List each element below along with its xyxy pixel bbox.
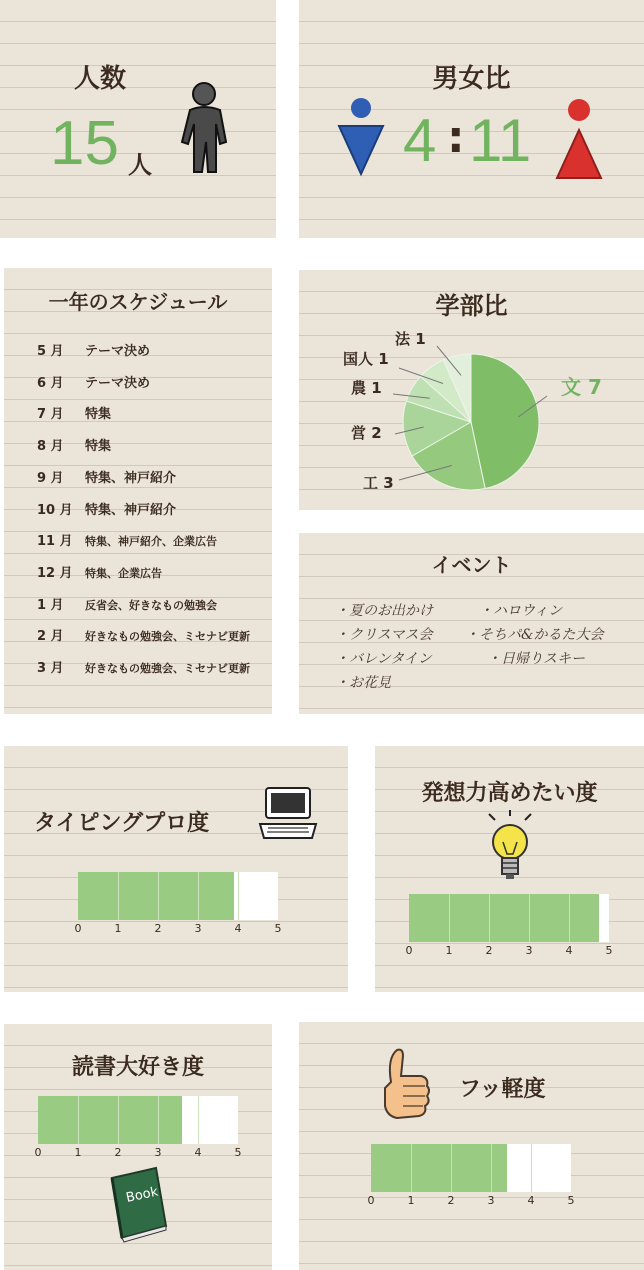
lightbulb-icon	[485, 810, 535, 886]
schedule-text: 特集	[85, 439, 112, 455]
tick-label: 3	[194, 922, 202, 935]
schedule-text: 好きなもの勉強会、ミセナビ更新	[85, 662, 250, 675]
schedule-row	[37, 625, 250, 644]
bar-divider	[411, 1144, 412, 1192]
typing-bar	[78, 872, 278, 920]
tick-label: 5	[274, 922, 282, 935]
bar-divider	[449, 894, 450, 942]
tick-label: 4	[565, 944, 573, 957]
pie-label: 農 1	[351, 379, 382, 397]
bar-divider	[569, 894, 570, 942]
schedule-month: 9 月	[37, 470, 64, 486]
laptop-icon	[256, 784, 320, 844]
schedule-text: テーマ決め	[85, 344, 151, 359]
event-item: ・バレンタイン	[335, 651, 432, 667]
reading-title: 読書大好き度	[71, 1055, 204, 1080]
tick-label: 5	[567, 1194, 575, 1207]
idea-ticks	[405, 944, 613, 958]
schedule-card	[4, 268, 272, 714]
tick-label: 2	[154, 922, 162, 935]
events-title: イベント	[431, 553, 512, 577]
schedule-row	[37, 340, 150, 359]
tick-label: 0	[34, 1146, 42, 1159]
gender-female-count: 11	[469, 107, 532, 174]
tick-label: 1	[74, 1146, 82, 1159]
tick-label: 5	[605, 944, 613, 957]
schedule-row	[37, 499, 176, 518]
gender-separator: :	[447, 112, 465, 163]
schedule-month: 1 月	[37, 597, 64, 613]
schedule-text: 好きなもの勉強会、ミセナビ更新	[85, 630, 250, 644]
schedule-month: 12 月	[37, 565, 73, 581]
schedule-text: 特集、神戸紹介	[85, 470, 177, 486]
people-title: 人数	[73, 64, 126, 94]
tick-label: 5	[234, 1146, 242, 1159]
bar-divider	[78, 1096, 79, 1144]
faculty-pie-chart	[299, 270, 644, 510]
event-item: ・日帰りスキー	[487, 651, 585, 667]
schedule-title: 一年のスケジュール	[48, 290, 228, 314]
bar-divider	[198, 872, 199, 920]
tick-label: 3	[525, 944, 533, 957]
schedule-text: 特集、神戸紹介	[85, 502, 177, 518]
schedule-text: 特集	[85, 407, 112, 423]
bar-divider	[529, 894, 530, 942]
schedule-row	[37, 594, 217, 613]
idea-bar	[409, 894, 609, 942]
event-item: ・夏のお出かけ	[335, 603, 433, 619]
schedule-row	[37, 562, 162, 581]
bar-divider	[158, 1096, 159, 1144]
bar-fill	[78, 872, 234, 920]
tick-label: 4	[527, 1194, 535, 1207]
event-item: ・ハロウィン	[479, 603, 563, 619]
light-footed-bar	[371, 1144, 571, 1192]
events-card	[299, 533, 644, 714]
gender-title: 男女比	[432, 64, 511, 94]
bar-divider	[238, 872, 239, 920]
male-icon	[337, 96, 389, 180]
bar-fill	[38, 1096, 182, 1144]
bar-divider	[531, 1144, 532, 1192]
schedule-text: 特集、神戸紹介、企業広告	[85, 535, 217, 549]
event-item: ・クリスマス会	[335, 627, 433, 643]
bar-divider	[489, 894, 490, 942]
schedule-month: 7 月	[37, 407, 64, 423]
schedule-month: 11 月	[37, 534, 73, 550]
bar-divider	[118, 1096, 119, 1144]
reading-card	[4, 1024, 272, 1270]
idea-title: 発想力高めたい度	[421, 781, 598, 806]
tick-label: 2	[447, 1194, 455, 1207]
tick-label: 1	[114, 922, 122, 935]
reading-bar	[38, 1096, 238, 1144]
people-card	[0, 0, 276, 238]
female-icon	[553, 96, 605, 184]
light-footed-card	[299, 1022, 644, 1270]
schedule-row	[37, 403, 111, 422]
pie-label: 文 7	[561, 375, 602, 399]
svg-text:Book: Book	[124, 1184, 160, 1206]
person-icon	[176, 80, 236, 180]
tick-label: 0	[367, 1194, 375, 1207]
tick-label: 3	[487, 1194, 495, 1207]
typing-ticks	[74, 922, 282, 936]
bar-divider	[158, 872, 159, 920]
light-footed-ticks	[367, 1194, 575, 1208]
bar-fill	[409, 894, 599, 942]
faculty-title: 学部比	[435, 292, 508, 320]
schedule-text: 反省会、好きなもの勉強会	[85, 598, 217, 612]
schedule-month: 10 月	[37, 502, 73, 518]
light-footed-title: フッ軽度	[459, 1077, 546, 1102]
schedule-month: 6 月	[37, 375, 64, 391]
schedule-row	[37, 372, 150, 391]
schedule-row	[37, 435, 111, 454]
idea-card	[375, 746, 644, 992]
schedule-text: テーマ決め	[85, 375, 151, 391]
event-item: ・お花見	[335, 675, 391, 691]
people-count: 15	[50, 109, 119, 178]
tick-label: 0	[74, 922, 82, 935]
bar-divider	[118, 872, 119, 920]
schedule-month: 2 月	[37, 629, 64, 645]
schedule-row	[37, 530, 217, 549]
tick-label: 2	[485, 944, 493, 957]
bar-divider	[491, 1144, 492, 1192]
schedule-month: 3 月	[37, 661, 64, 676]
tick-label: 1	[445, 944, 453, 957]
faculty-card	[299, 270, 644, 510]
tick-label: 0	[405, 944, 413, 957]
bar-divider	[198, 1096, 199, 1144]
pie-label: 営 2	[351, 424, 382, 442]
event-item: ・そちパ&かるた大会	[465, 627, 604, 643]
reading-ticks	[34, 1146, 242, 1160]
schedule-month: 8 月	[37, 439, 64, 455]
gender-male-count: 4	[403, 107, 437, 174]
tick-label: 4	[194, 1146, 202, 1159]
schedule-row	[37, 467, 176, 486]
tick-label: 2	[114, 1146, 122, 1159]
bar-divider	[451, 1144, 452, 1192]
book-icon	[106, 1164, 172, 1244]
thumbs-up-icon	[379, 1046, 435, 1122]
people-unit: 人	[128, 151, 152, 179]
typing-title: タイピングプロ度	[34, 811, 210, 836]
pie-label: 工 3	[363, 474, 394, 492]
pie-label: 国人 1	[343, 350, 389, 368]
typing-card	[4, 746, 348, 992]
schedule-row	[37, 657, 250, 676]
gender-card	[299, 0, 644, 238]
tick-label: 4	[234, 922, 242, 935]
tick-label: 1	[407, 1194, 415, 1207]
pie-label: 法 1	[395, 330, 426, 348]
schedule-month: 5 月	[37, 344, 64, 359]
schedule-text: 特集、企業広告	[85, 566, 162, 580]
bar-fill	[371, 1144, 507, 1192]
tick-label: 3	[154, 1146, 162, 1159]
